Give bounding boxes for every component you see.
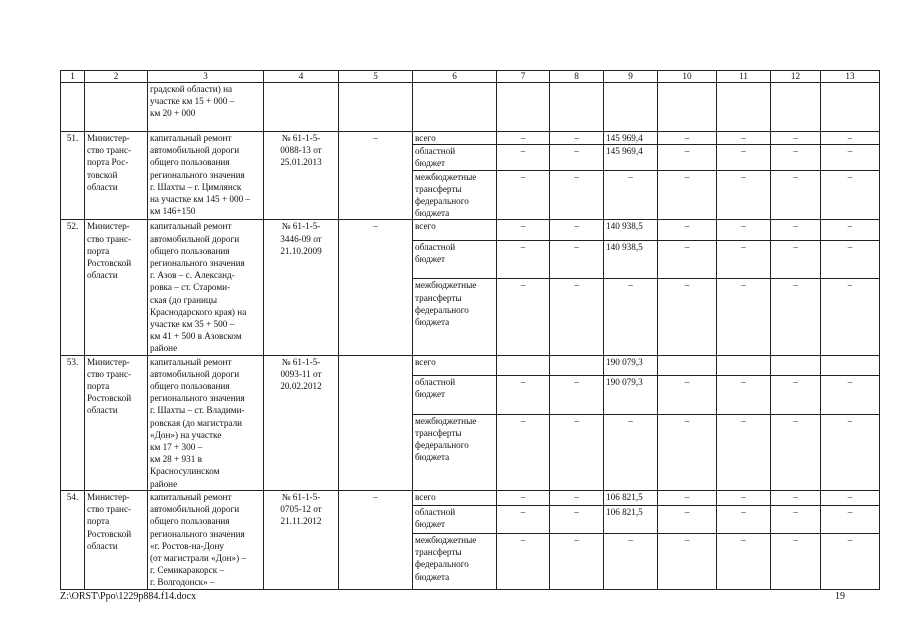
value-col-11: – bbox=[717, 533, 771, 589]
value-col-13: – bbox=[821, 533, 880, 589]
object-description: капитальный ремонт автомобильной дороги общего пользования регионального значения г. Шахты – ст. Владими- ровская (до магистрали «Дон») на участке км 17 + 300 – км 28 + 931 в Красносулинском районе bbox=[148, 355, 264, 490]
column-5-value: – bbox=[339, 490, 413, 589]
value-col-9: 145 969,4 bbox=[604, 145, 658, 170]
value-col-11: – bbox=[717, 279, 771, 355]
value-col-12: – bbox=[771, 279, 821, 355]
value-col-12: – bbox=[771, 145, 821, 170]
ministry-cell: Министер- ство транс- порта Ростовской области bbox=[85, 220, 148, 355]
document-number: № 61-1-5- 0088-13 от 25.01.2013 bbox=[264, 132, 339, 220]
table-row bbox=[61, 132, 880, 145]
value-col-11: – bbox=[717, 220, 771, 240]
value-col-8: – bbox=[550, 132, 604, 145]
value-col-10: – bbox=[658, 490, 717, 505]
value-col-9: 140 938,5 bbox=[604, 220, 658, 240]
table-row bbox=[61, 355, 880, 375]
ministry-cell: Министер- ство транс- порта Рос- товской области bbox=[85, 132, 148, 220]
col-num-11: 11 bbox=[717, 71, 771, 83]
row-number: 51. bbox=[61, 132, 85, 220]
value-col-12: – bbox=[771, 414, 821, 490]
value-col-11: – bbox=[717, 505, 771, 533]
value-col-11: – bbox=[717, 240, 771, 279]
value-col-9: 190 079,3 bbox=[604, 375, 658, 414]
row-number: 52. bbox=[61, 220, 85, 355]
value-col-12 bbox=[771, 355, 821, 375]
document-number: № 61-1-5- 3446-09 от 21.10.2009 bbox=[264, 220, 339, 355]
value-col-8: – bbox=[550, 490, 604, 505]
value-col-8: – bbox=[550, 375, 604, 414]
value-col-7: – bbox=[497, 414, 550, 490]
value-col-9: – bbox=[604, 533, 658, 589]
value-col-8: – bbox=[550, 240, 604, 279]
value-col-10: – bbox=[658, 145, 717, 170]
value-col-13 bbox=[821, 355, 880, 375]
funding-source-label: межбюджетные трансферты федерального бюджета bbox=[413, 414, 497, 490]
value-col-7: – bbox=[497, 533, 550, 589]
ministry-cell: Министер- ство транс- порта Ростовской области bbox=[85, 490, 148, 589]
col-num-13: 13 bbox=[821, 71, 880, 83]
col-num-9: 9 bbox=[604, 71, 658, 83]
value-col-7: – bbox=[497, 279, 550, 355]
document-number: № 61-1-5- 0093-11 от 20.02.2012 bbox=[264, 355, 339, 490]
value-col-13: – bbox=[821, 375, 880, 414]
value-col-12: – bbox=[771, 240, 821, 279]
funding-source-label: межбюджетные трансферты федерального бюджета bbox=[413, 170, 497, 220]
col-num-2: 2 bbox=[85, 71, 148, 83]
value-col-8: – bbox=[550, 220, 604, 240]
col-num-7: 7 bbox=[497, 71, 550, 83]
page-number: 19 bbox=[835, 591, 845, 602]
value-col-8: – bbox=[550, 505, 604, 533]
value-col-7: – bbox=[497, 145, 550, 170]
column-5-value: – bbox=[339, 132, 413, 220]
value-col-13: – bbox=[821, 170, 880, 220]
continuation-row bbox=[61, 83, 880, 132]
table-row bbox=[61, 490, 880, 505]
value-col-10: – bbox=[658, 505, 717, 533]
col-num-10: 10 bbox=[658, 71, 717, 83]
object-description: капитальный ремонт автомобильной дороги общего пользования регионального значения г. Шахты – г. Цимлянск на участке км 145 + 000 – км 146+150 bbox=[148, 132, 264, 220]
col-num-1: 1 bbox=[61, 71, 85, 83]
value-col-10: – bbox=[658, 132, 717, 145]
value-col-13: – bbox=[821, 505, 880, 533]
funding-source-label: межбюджетные трансферты федерального бюджета bbox=[413, 279, 497, 355]
continuation-object-text: градской области) на участке км 15 + 000 – км 20 + 000 bbox=[148, 83, 264, 132]
value-col-12: – bbox=[771, 170, 821, 220]
value-col-7: – bbox=[497, 505, 550, 533]
funding-source-label: областной бюджет bbox=[413, 240, 497, 279]
value-col-7: – bbox=[497, 220, 550, 240]
value-col-11: – bbox=[717, 490, 771, 505]
value-col-9: 190 079,3 bbox=[604, 355, 658, 375]
value-col-8 bbox=[550, 355, 604, 375]
ministry-cell: Министер- ство транс- порта Ростовской области bbox=[85, 355, 148, 490]
value-col-7: – bbox=[497, 170, 550, 220]
col-num-3: 3 bbox=[148, 71, 264, 83]
column-number-row bbox=[61, 71, 880, 83]
value-col-11: – bbox=[717, 170, 771, 220]
value-col-10: – bbox=[658, 240, 717, 279]
funding-source-label: межбюджетные трансферты федерального бюджета bbox=[413, 533, 497, 589]
funding-source-label: областной бюджет bbox=[413, 505, 497, 533]
value-col-9: 145 969,4 bbox=[604, 132, 658, 145]
funding-source-label: всего bbox=[413, 355, 497, 375]
value-col-13: – bbox=[821, 220, 880, 240]
value-col-13: – bbox=[821, 279, 880, 355]
value-col-9: – bbox=[604, 170, 658, 220]
funding-source-label: областной бюджет bbox=[413, 145, 497, 170]
document-number: № 61-1-5- 0705-12 от 21.11.2012 bbox=[264, 490, 339, 589]
col-num-5: 5 bbox=[339, 71, 413, 83]
value-col-9: – bbox=[604, 279, 658, 355]
value-col-10: – bbox=[658, 170, 717, 220]
column-5-value bbox=[339, 355, 413, 490]
funding-source-label: всего bbox=[413, 132, 497, 145]
value-col-12: – bbox=[771, 220, 821, 240]
value-col-8: – bbox=[550, 145, 604, 170]
value-col-9: 106 821,5 bbox=[604, 505, 658, 533]
funding-source-label: областной бюджет bbox=[413, 375, 497, 414]
value-col-12: – bbox=[771, 533, 821, 589]
col-num-6: 6 bbox=[413, 71, 497, 83]
value-col-10: – bbox=[658, 375, 717, 414]
value-col-8: – bbox=[550, 414, 604, 490]
budget-table bbox=[60, 70, 880, 590]
value-col-7: – bbox=[497, 240, 550, 279]
value-col-13: – bbox=[821, 145, 880, 170]
table-row bbox=[61, 220, 880, 240]
funding-source-label: всего bbox=[413, 490, 497, 505]
value-col-13: – bbox=[821, 240, 880, 279]
value-col-10: – bbox=[658, 220, 717, 240]
value-col-13: – bbox=[821, 414, 880, 490]
value-col-10: – bbox=[658, 414, 717, 490]
value-col-11: – bbox=[717, 132, 771, 145]
file-path-footer: Z:\ORST\Ppo\1229p884.f14.docx bbox=[60, 591, 197, 602]
value-col-8: – bbox=[550, 533, 604, 589]
value-col-10: – bbox=[658, 279, 717, 355]
value-col-13: – bbox=[821, 490, 880, 505]
value-col-12: – bbox=[771, 375, 821, 414]
funding-source-label: всего bbox=[413, 220, 497, 240]
value-col-10 bbox=[658, 355, 717, 375]
value-col-13: – bbox=[821, 132, 880, 145]
value-col-9: 140 938,5 bbox=[604, 240, 658, 279]
row-number: 54. bbox=[61, 490, 85, 589]
value-col-12: – bbox=[771, 505, 821, 533]
value-col-8: – bbox=[550, 170, 604, 220]
col-num-8: 8 bbox=[550, 71, 604, 83]
value-col-11: – bbox=[717, 375, 771, 414]
col-num-12: 12 bbox=[771, 71, 821, 83]
row-number: 53. bbox=[61, 355, 85, 490]
column-5-value: – bbox=[339, 220, 413, 355]
value-col-9: – bbox=[604, 414, 658, 490]
value-col-7: – bbox=[497, 375, 550, 414]
value-col-10: – bbox=[658, 533, 717, 589]
value-col-11: – bbox=[717, 145, 771, 170]
value-col-8: – bbox=[550, 279, 604, 355]
col-num-4: 4 bbox=[264, 71, 339, 83]
object-description: капитальный ремонт автомобильной дороги общего пользования регионального значения г. Азов – с. Александ- ровка – ст. Староми- ская (до границы Краснодарского края) на участке км 35 + 500 – км 41 + 500 в Азовском районе bbox=[148, 220, 264, 355]
value-col-9: 106 821,5 bbox=[604, 490, 658, 505]
value-col-7: – bbox=[497, 490, 550, 505]
value-col-12: – bbox=[771, 132, 821, 145]
object-description: капитальный ремонт автомобильной дороги общего пользования регионального значения «г. Ростов-на-Дону (от магистрали «Дон») – г. Семикаракорск – г. Волгодонск» – bbox=[148, 490, 264, 589]
value-col-11 bbox=[717, 355, 771, 375]
value-col-12: – bbox=[771, 490, 821, 505]
value-col-7: – bbox=[497, 132, 550, 145]
value-col-7 bbox=[497, 355, 550, 375]
value-col-11: – bbox=[717, 414, 771, 490]
